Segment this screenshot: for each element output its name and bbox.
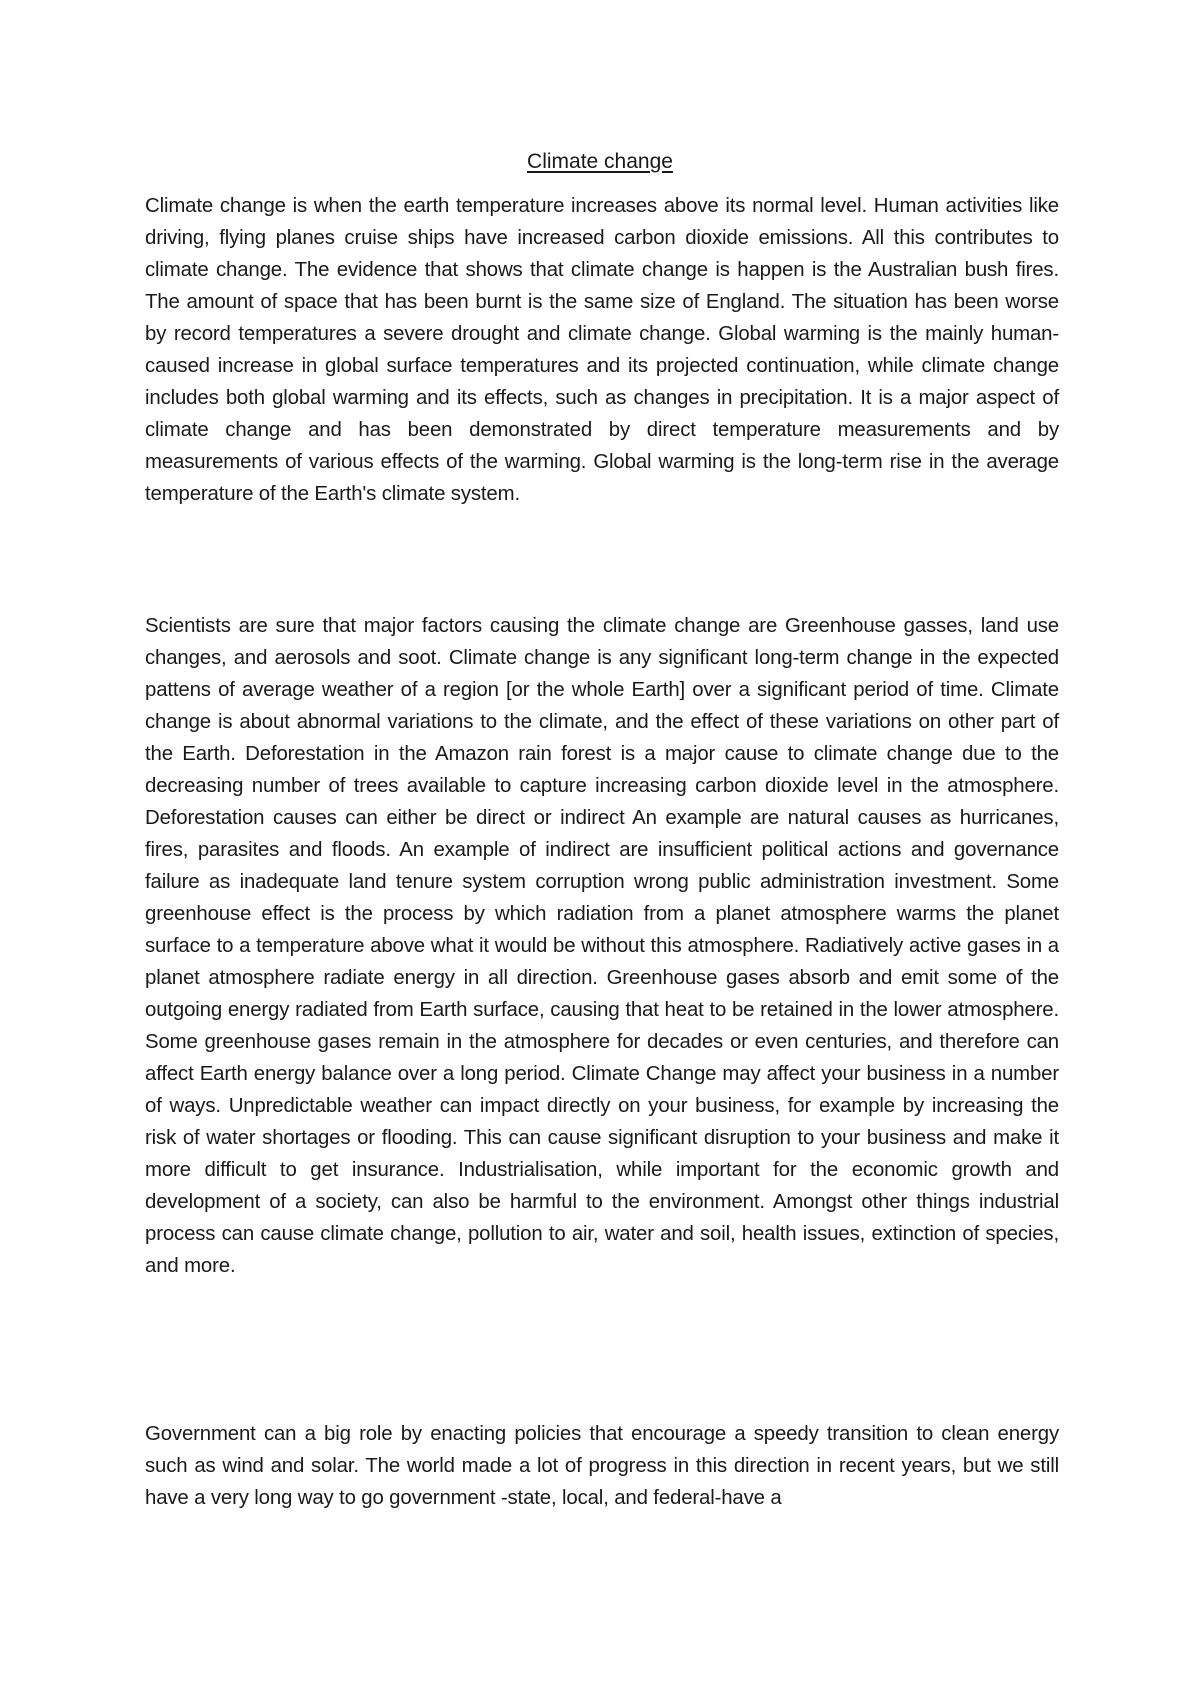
paragraph-causes: Scientists are sure that major factors causing the climate change are Greenhouse gasses, land use changes, and aerosols and soot. Climate change is any significant long-term change in the expected pattens of average weather of a region [or the whole Earth] over a significant period of time. Climate change is about abnormal variations to the climate, and the effect of these variations on other part of the Earth. Deforestation in the Amazon rain forest is a major cause to climate change due to the decreasing number of trees available to capture increasing carbon dioxide level in the atmosphere. Deforestation causes can either be direct or indirect An example are natural causes as hurricanes, fires, parasites and floods. An example of indirect are insufficient political actions and governance failure as inadequate land tenure system corruption wrong public administration investment. Some greenhouse effect is the process by which radiation from a planet atmosphere warms the planet surface to a temperature above what it would be without this atmosphere. Radiatively active gases in a planet atmosphere radiate energy in all direction. Greenhouse gases absorb and emit some of the outgoing energy radiated from Earth surface, causing that heat to be retained in the lower atmosphere. Some greenhouse gases remain in the atmosphere for decades or even centuries, and therefore can affect Earth energy balance over a long period. Climate Change may affect your business in a number of ways. Unpredictable weather can impact directly on your business, for example by increasing the risk of water shortages or flooding. This can cause significant disruption to your business and make it more difficult to get insurance. Industrialisation, while important for the economic growth and development of a society, can also be harmful to the environment. Amongst other things industrial process can cause climate change, pollution to air, water and soil, health issues, extinction of species, and more.	[145, 615, 1059, 1277]
document-title: Climate change	[527, 150, 673, 173]
paragraph-climate-definition: Climate change is when the earth temperature increases above its normal level. Human activities like driving, flying planes cruise ships have increased carbon dioxide emissions. All this contributes to climate change. The evidence that shows that climate change is happen is the Australian bush fires. The amount of space that has been burnt is the same size of England. The situation has been worse by record temperatures a severe drought and climate change. Global warming is the mainly human-caused increase in global surface temperatures and its projected continuation, while climate change includes both global warming and its effects, such as changes in precipitation. It is a major aspect of climate change and has been demonstrated by direct temperature measurements and by measurements of various effects of the warming. Global warming is the long-term rise in the average temperature of the Earth's climate system.	[145, 195, 1059, 505]
paragraph-government-role: Government can a big role by enacting policies that encourage a speedy transition to clean energy such as wind and solar. The world made a lot of progress in this direction in recent years, but we still have a very long way to go government -state, local, and federal-have a	[145, 1423, 1059, 1509]
